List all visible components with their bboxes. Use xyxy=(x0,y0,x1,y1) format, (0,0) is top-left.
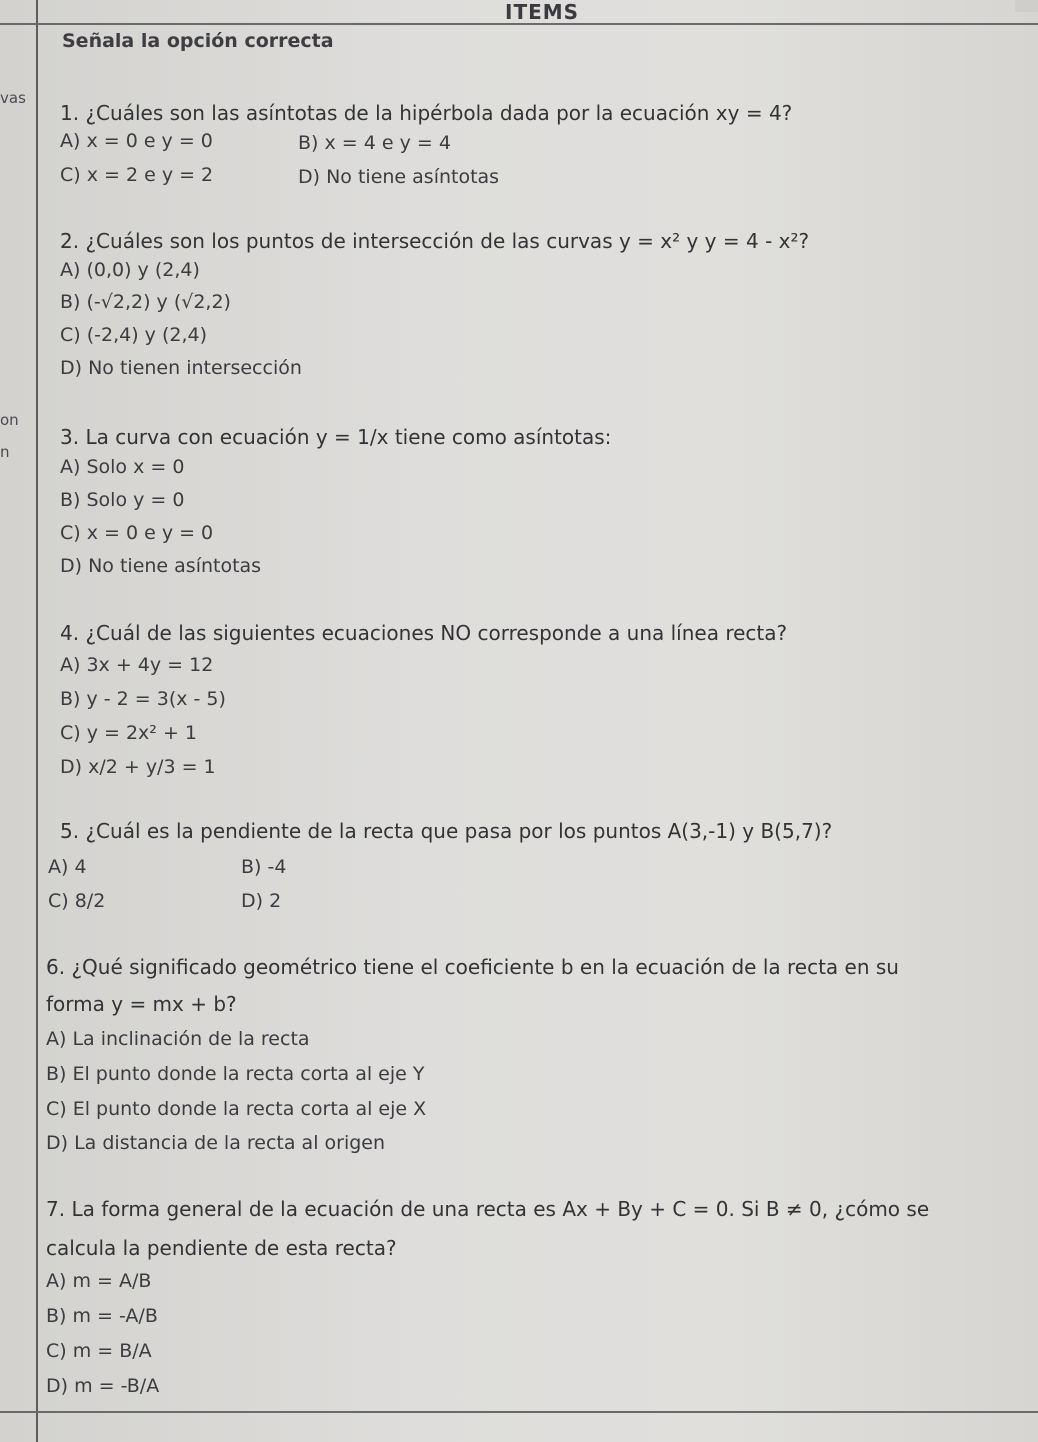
option-3b: B) Solo y = 0 xyxy=(60,489,185,511)
option-2b: B) (-√2,2) y (√2,2) xyxy=(60,291,231,313)
question-7-line-2: calcula la pendiente de esta recta? xyxy=(46,1236,397,1260)
option-7a: A) m = A/B xyxy=(46,1270,152,1292)
margin-note: vas xyxy=(0,89,26,107)
option-6b: B) El punto donde la recta corta al eje Y xyxy=(46,1063,425,1085)
option-6d: D) La distancia de la recta al origen xyxy=(46,1132,386,1154)
option-2a: A) (0,0) y (2,4) xyxy=(60,259,200,281)
margin-note: on xyxy=(0,411,19,429)
question-5: 5. ¿Cuál es la pendiente de la recta que pasa por los puntos A(3,-1) y B(5,7)? xyxy=(60,819,833,843)
option-4a: A) 3x + 4y = 12 xyxy=(60,654,214,676)
question-6-line-1: 6. ¿Qué significado geométrico tiene el coeficiente b en la ecuación de la recta en su xyxy=(46,955,899,979)
option-7b: B) m = -A/B xyxy=(46,1305,158,1327)
option-1a: A) x = 0 e y = 0 xyxy=(60,130,213,152)
page-corner xyxy=(1015,0,1038,12)
option-7c: C) m = B/A xyxy=(46,1340,152,1362)
question-6-line-2: forma y = mx + b? xyxy=(46,992,237,1016)
option-2d: D) No tienen intersección xyxy=(60,357,302,379)
option-4b: B) y - 2 = 3(x - 5) xyxy=(60,688,226,710)
instruction: Señala la opción correcta xyxy=(62,30,334,52)
option-1c: C) x = 2 e y = 2 xyxy=(60,164,214,186)
option-5c: C) 8/2 xyxy=(48,890,106,912)
option-5a: A) 4 xyxy=(48,856,87,878)
option-3a: A) Solo x = 0 xyxy=(60,456,185,478)
option-4d: D) x/2 + y/3 = 1 xyxy=(60,756,216,778)
option-4c: C) y = 2x² + 1 xyxy=(60,722,197,744)
question-4: 4. ¿Cuál de las siguientes ecuaciones NO corresponde a una línea recta? xyxy=(60,621,788,645)
option-7d: D) m = -B/A xyxy=(46,1375,160,1397)
option-6a: A) La inclinación de la recta xyxy=(46,1028,310,1050)
footer-rule xyxy=(0,1411,1038,1413)
option-5b: B) -4 xyxy=(241,856,287,878)
option-3d: D) No tiene asíntotas xyxy=(60,555,262,577)
margin-line xyxy=(36,0,38,1442)
page-title: ITEMS xyxy=(505,0,580,24)
question-1: 1. ¿Cuáles son las asíntotas de la hipérbola dada por la ecuación xy = 4? xyxy=(60,101,793,125)
question-3: 3. La curva con ecuación y = 1/x tiene como asíntotas: xyxy=(60,425,612,449)
question-7-line-1: 7. La forma general de la ecuación de una recta es Ax + By + C = 0. Si B ≠ 0, ¿cómo se xyxy=(46,1197,930,1221)
option-6c: C) El punto donde la recta corta al eje X xyxy=(46,1098,427,1120)
option-3c: C) x = 0 e y = 0 xyxy=(60,522,214,544)
option-1d: D) No tiene asíntotas xyxy=(298,166,500,188)
option-2c: C) (-2,4) y (2,4) xyxy=(60,324,207,346)
option-1b: B) x = 4 e y = 4 xyxy=(298,132,451,154)
option-5d: D) 2 xyxy=(241,890,282,912)
question-2: 2. ¿Cuáles son los puntos de intersección de las curvas y = x² y y = 4 - x²? xyxy=(60,229,810,253)
margin-note: n xyxy=(0,443,10,461)
